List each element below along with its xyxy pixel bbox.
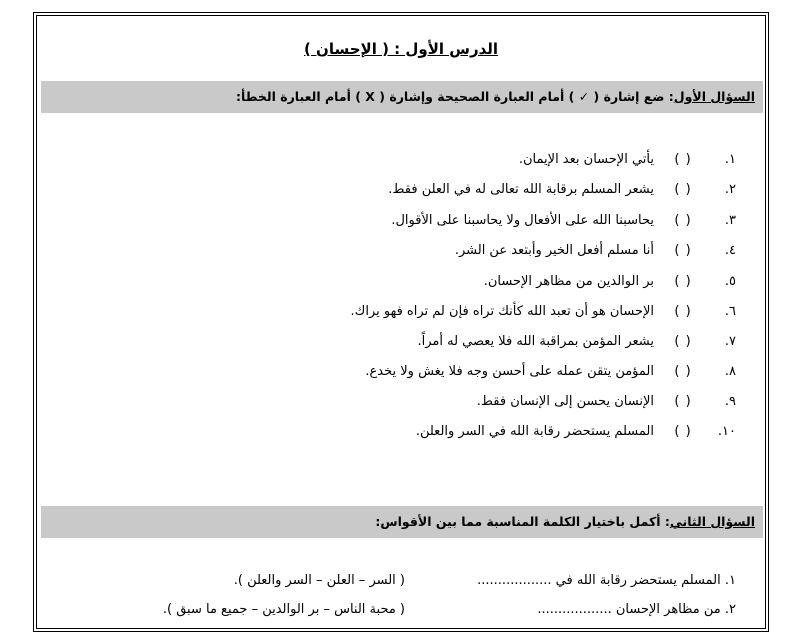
lesson-title: الدرس الأول : ( الإحسان ) xyxy=(303,40,499,58)
answer-box[interactable]: ( ) xyxy=(674,304,692,319)
answer-box[interactable]: ( ) xyxy=(674,182,692,197)
statement-row xyxy=(416,422,736,442)
question-two-label: السؤال الثاني xyxy=(669,514,755,529)
statement-row xyxy=(477,392,736,412)
question-two-header xyxy=(41,506,763,538)
answer-box[interactable]: ( ) xyxy=(674,213,692,228)
statement-text: يأتي الإحسان بعد الإيمان. xyxy=(518,152,654,167)
statement-row xyxy=(484,272,736,292)
question-one-header xyxy=(41,81,763,113)
statement-text: أنا مسلم أفعل الخير وأبتعد عن الشر. xyxy=(454,243,654,258)
answer-box[interactable]: ( ) xyxy=(674,364,692,379)
statement-row xyxy=(391,211,736,231)
question-two-instruction: : أكمل باختيار الكلمة المناسبة مما بين الأقواس: xyxy=(375,514,670,529)
answer-box[interactable]: ( ) xyxy=(674,274,692,289)
worksheet-frame xyxy=(33,12,769,632)
answer-box[interactable]: ( ) xyxy=(674,424,692,439)
statement-number: ٤. xyxy=(724,243,736,258)
statement-number: ٨. xyxy=(724,364,736,379)
question-one-instruction: : ضع إشارة ( ✓ ) أمام العبارة الصحيحة وإشارة ( X ) أمام العبارة الخطأ: xyxy=(236,89,674,104)
fill-blank-choices: ( السر – العلن – السر والعلن ). xyxy=(233,573,405,588)
statement-row xyxy=(351,302,737,322)
answer-box[interactable]: ( ) xyxy=(674,334,692,349)
answer-box[interactable]: ( ) xyxy=(674,243,692,258)
statement-number: ١٠. xyxy=(717,424,736,439)
statement-number: ٢. xyxy=(724,182,736,197)
statement-number: ٧. xyxy=(724,334,736,349)
statement-text: يشعر المسلم برقابة الله تعالى له في العلن فقط. xyxy=(388,182,654,197)
statement-text: بر الوالدين من مظاهر الإحسان. xyxy=(483,274,654,289)
statement-row xyxy=(365,362,736,382)
question-one-label: السؤال الأول xyxy=(673,89,755,104)
statement-number: ٦. xyxy=(724,304,736,319)
statement-text: يشعر المؤمن بمراقبة الله فلا يعصي له أمراً. xyxy=(417,334,654,349)
statement-number: ٩. xyxy=(724,394,736,409)
answer-box[interactable]: ( ) xyxy=(674,152,692,167)
answer-box[interactable]: ( ) xyxy=(674,394,692,409)
statement-number: ١. xyxy=(724,152,736,167)
statement-row xyxy=(388,180,736,200)
fill-blank-stem: ٢. من مظاهر الإحسان .................. xyxy=(537,602,736,617)
statement-row xyxy=(417,332,736,352)
statement-row xyxy=(455,241,736,261)
statement-text: الإحسان هو أن تعبد الله كأنك تراه فإن لم تراه فهو يراك. xyxy=(350,304,654,319)
statement-text: يحاسبنا الله على الأفعال ولا يحاسبنا على الأقوال. xyxy=(391,213,654,228)
statement-number: ٣. xyxy=(724,213,736,228)
fill-blank-choices: ( محبة الناس – بر الوالدين – جميع ما سبق ). xyxy=(162,602,405,617)
fill-blank-stem: ١. المسلم يستحضر رقابة الله في .................. xyxy=(477,573,736,588)
statement-text: الإنسان يحسن إلى الإنسان فقط. xyxy=(476,394,654,409)
statement-text: المسلم يستحضر رقابة الله في السر والعلن. xyxy=(415,424,654,439)
statement-row xyxy=(519,150,736,170)
statement-text: المؤمن يتقن عمله على أحسن وجه فلا يغش ولا يخدع. xyxy=(365,364,654,379)
statement-number: ٥. xyxy=(724,274,736,289)
